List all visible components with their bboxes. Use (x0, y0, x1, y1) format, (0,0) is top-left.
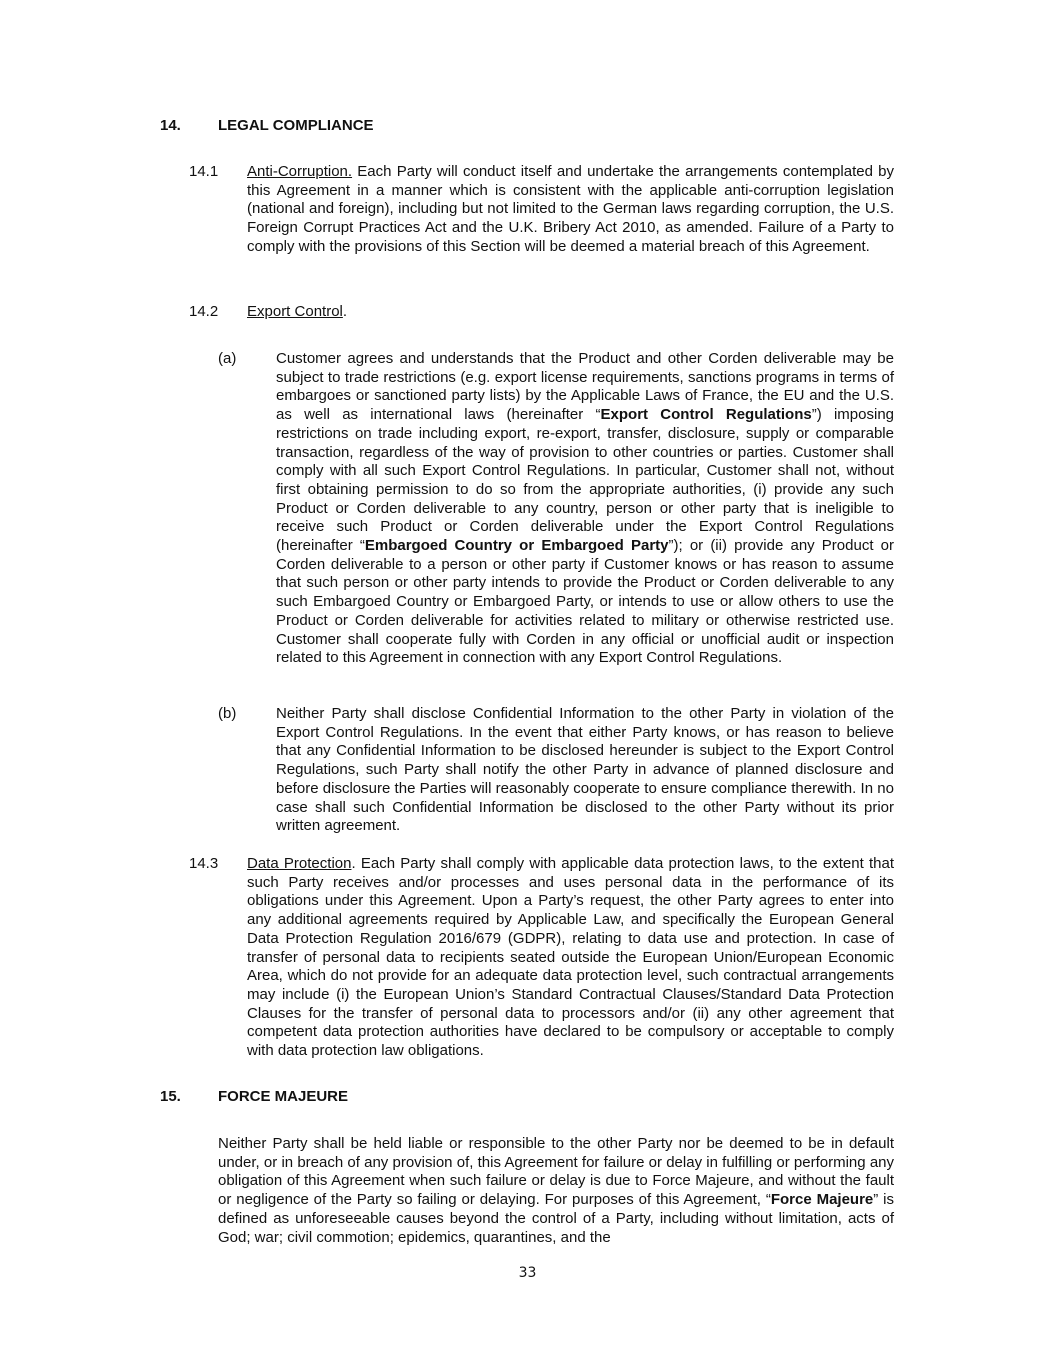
clause-14-2-a-paragraph (276, 350, 894, 668)
clause-14-2-a-text-1: Customer agrees and understands that the Product and other Corden deliverable may be subject to trade restrictions (e.g. export license requirements, sanctions programs in terms of embargoes or sanctioned party lists) by the Applicable Laws of France, the EU and the U.S. as well as international laws (hereinafter “ (276, 350, 894, 424)
clause-14-2-a-text-2: ”) imposing restrictions on trade including export, re-export, transfer, disclosure, supply or comparable transaction, regardless of the way of provision to other countries or parties. Customer shall comply with all such Export Control Regulations. In particular, Customer shall not, without first obtaining permission to do so from the appropriate authorities, (i) provide any such Product or Corden deliverable to any country, person or other party that is ineligible to receive such Product or Corden deliverable under the Export Control Regulations (hereinafter “ (276, 406, 894, 555)
clause-14-2-punct: . (342, 303, 348, 320)
clause-14-3-paragraph (247, 855, 894, 1061)
section-15-text-2: ” is defined as unforeseeable causes beyond the control of a Party, including without limitation, acts of God; war; civil commotion; epidemics, quarantines, and the (218, 1191, 894, 1246)
clause-14-2-a-label: (a) (218, 350, 237, 367)
clause-14-1-text: Each Party will conduct itself and undertake the arrangements contemplated by this Agreement in a manner which is consistent with the applicable anti-corruption legislation (national and foreign), including but not limited to the German laws regarding corruption, the U.S. Foreign Corrupt Practices Act and the U.K. Bribery Act 2010, as amended. Failure of a Party to comply with the provisions of this Section will be deemed a material breach of this Agreement. (247, 163, 894, 255)
section-15-heading (160, 1088, 348, 1106)
clause-14-3-text: . Each Party shall comply with applicable data protection laws, to the extent that such Party receives and/or processes and uses personal data in the performance of its obligations under this Agreement. Upon a Party’s request, the other Party agrees to enter into any additional agreements required by Applicable Law, and specifically the European General Data Protection Regulation 2016/679 (GDPR), relating to data use and protection. In case of transfer of personal data to recipients seated outside the European Union/European Economic Area, which do not provide for an adequate data protection level, such contractual arrangements may include (i) the European Union’s Standard Contractual Clauses/Standard Data Protection Clauses for the transfer of personal data to processors and/or (ii) any other agreement that competent data protection authorities have declared to be compulsory or acceptable to comply with data protection law obligations. (247, 855, 895, 1060)
section-14-title: LEGAL COMPLIANCE (218, 117, 374, 134)
clause-14-2-b-label: (b) (218, 705, 237, 722)
section-14-heading (160, 117, 374, 135)
clause-14-1-paragraph (247, 163, 894, 257)
clause-14-2-heading: Export Control (247, 303, 343, 320)
clause-14-1-number: 14.1 (189, 163, 219, 180)
section-15-title: FORCE MAJEURE (218, 1088, 349, 1105)
term-export-control-regulations: Export Control Regulations (600, 406, 812, 424)
clause-14-2-b-paragraph: Neither Party shall disclose Confidential Information to the other Party in violation of the Export Control Regulations. In the event that either Party knows, or has reason to believe that any Confidential Information to be disclosed hereunder is subject to the Export Control Regulations, such Party shall notify the other Party in advance of planned disclosure and before disclosure the Parties will reasonably cooperate to ensure compliance therewith. In no case shall such Confidential Information be disclosed to the other Party without its prior written agreement. (276, 705, 894, 835)
section-15-paragraph (218, 1135, 894, 1247)
clause-14-2-paragraph (247, 303, 894, 322)
section-14-number: 14. (160, 117, 181, 134)
term-force-majeure: Force Majeure (770, 1191, 874, 1209)
clause-14-3-number: 14.3 (189, 855, 219, 872)
clause-14-1-heading: Anti-Corruption. (247, 163, 353, 180)
clause-14-3-heading: Data Protection (247, 855, 352, 872)
clause-14-2-a-text-3: ”); or (ii) provide any Product or Corden deliverable to a person or other party if Customer knows or has reason to assume that such person or other party intends to provide the Product or Corden deliverable to any such Embargoed Country or Embargoed Party, or intends to use or allow others to use the Product or Corden deliverable for activities related to military or otherwise restricted use. Customer shall cooperate fully with Corden in any official or unofficial audit or inspection related to this Agreement in connection with any Export Control Regulations. (276, 537, 894, 667)
section-15-number: 15. (160, 1088, 181, 1105)
section-15-text-1: Neither Party shall be held liable or responsible to the other Party nor be deemed to be in default under, or in breach of any provision of, this Agreement for failure or delay in fulfilling or performing any obligation of this Agreement when such failure or delay is due to Force Majeure, and without the fault or negligence of the Party so failing or delaying. For purposes of this Agreement, “ (218, 1135, 894, 1209)
page-number: 33 (518, 1265, 537, 1281)
term-embargoed-country-or-party: Embargoed Country or Embargoed Party (364, 537, 669, 555)
clause-14-2-number: 14.2 (189, 303, 219, 320)
